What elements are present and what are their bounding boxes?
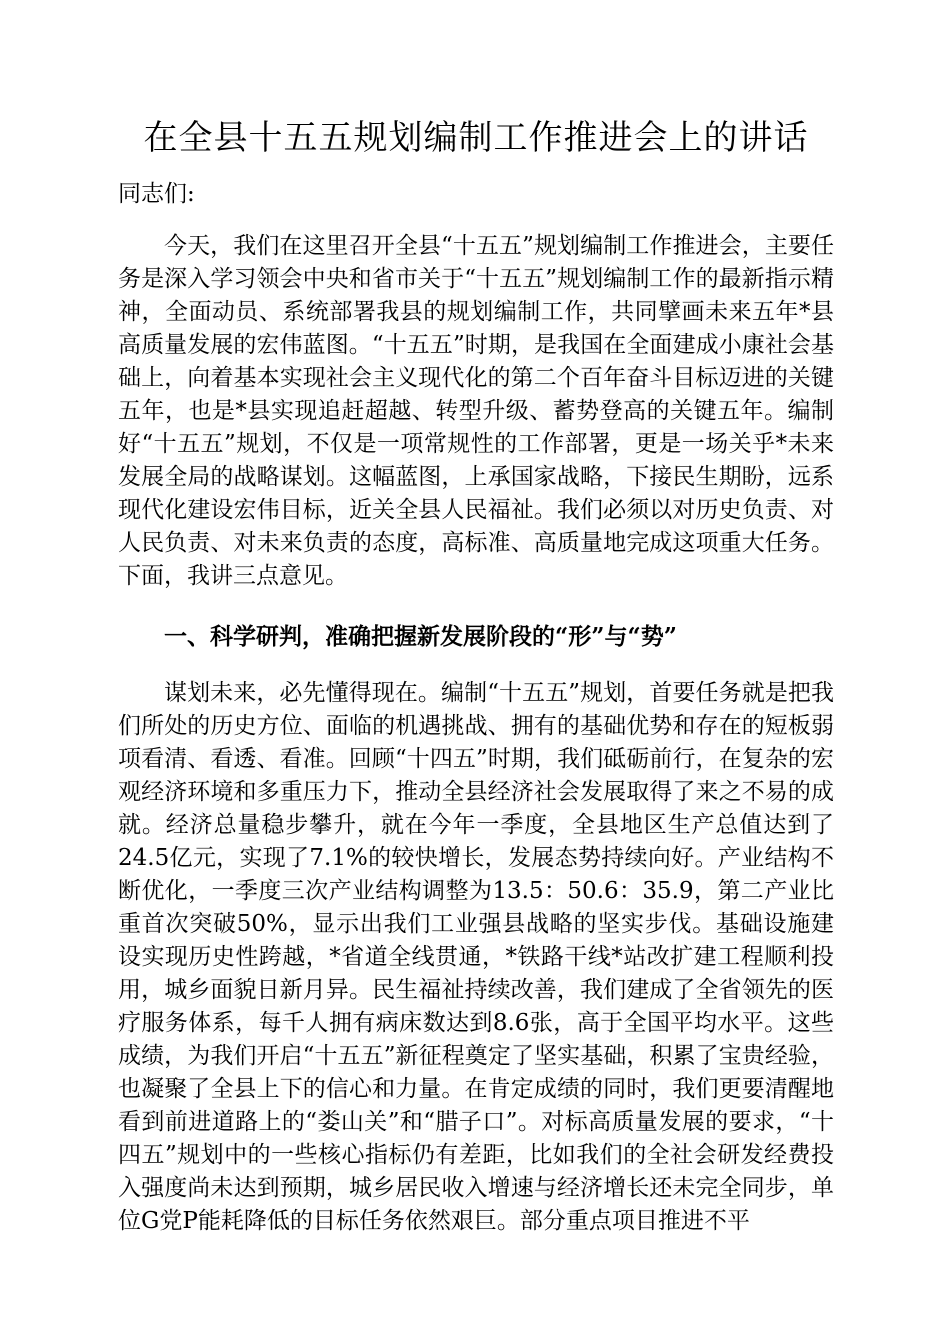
document-page: [118, 112, 834, 1238]
paragraph-section-1: 谋划未来，必先懂得现在。编制“十五五”规划，首要任务就是把我们所处的历史方位、面临的机遇挑战、拥有的基础优势和存在的短板弱项看清、看透、看准。回顾“十四五”时期，我们砥砺前行，在复杂的宏观经济环境和多重压力下，推动全县经济社会发展取得了来之不易的成就。经济总量稳步攀升，就在今年一季度，全县地区生产总值达到了24.5亿元，实现了7.1%的较快增长，发展态势持续向好。产业结构不断优化，一季度三次产业结构调整为13.5：50.6：35.9，第二产业比重首次突破50%，显示出我们工业强县战略的坚实步伐。基础设施建设实现历史性跨越，*省道全线贯通，*铁路干线*站改扩建工程顺利投用，城乡面貌日新月异。民生福祉持续改善，我们建成了全省领先的医疗服务体系，每千人拥有病床数达到8.6张，高于全国平均水平。这些成绩，为我们开启“十五五”新征程奠定了坚实基础，积累了宝贵经验，也凝聚了全县上下的信心和力量。在肯定成绩的同时，我们更要清醒地看到前进道路上的“娄山关”和“腊子口”。对标高质量发展的要求，“十四五”规划中的一些核心指标仍有差距，比如我们的全社会研发经费投入强度尚未达到预期，城乡居民收入增速与经济增长还未完全同步，单位G党P能耗降低的目标任务依然艰巨。部分重点项目推进不平: [118, 680, 834, 1234]
section-heading-1: 一、科学研判，准确把握新发展阶段的“形”与“势”: [164, 623, 677, 650]
paragraph-opening: 今天，我们在这里召开全县“十五五”规划编制工作推进会，主要任务是深入学习领会中央和省市关于“十五五”规划编制工作的最新指示精神，全面动员、系统部署我县的规划编制工作，共同擘画未来五年*县高质量发展的宏伟蓝图。“十五五”时期，是我国在全面建成小康社会基础上，向着基本实现社会主义现代化的第二个百年奋斗目标迈进的关键五年，也是*县实现追赶超越、转型升级、蓄势登高的关键五年。编制好“十五五”规划，不仅是一项常规性的工作部署，更是一场关乎*未来发展全局的战略谋划。这幅蓝图，上承国家战略，下接民生期盼，远系现代化建设宏伟目标，近关全县人民福祉。我们必须以对历史负责、对人民负责、对未来负责的态度，高标准、高质量地完成这项重大任务。下面，我讲三点意见。: [118, 233, 834, 589]
document-title: 在全县十五五规划编制工作推进会上的讲话: [143, 118, 809, 158]
salutation: 同志们:: [118, 181, 195, 207]
